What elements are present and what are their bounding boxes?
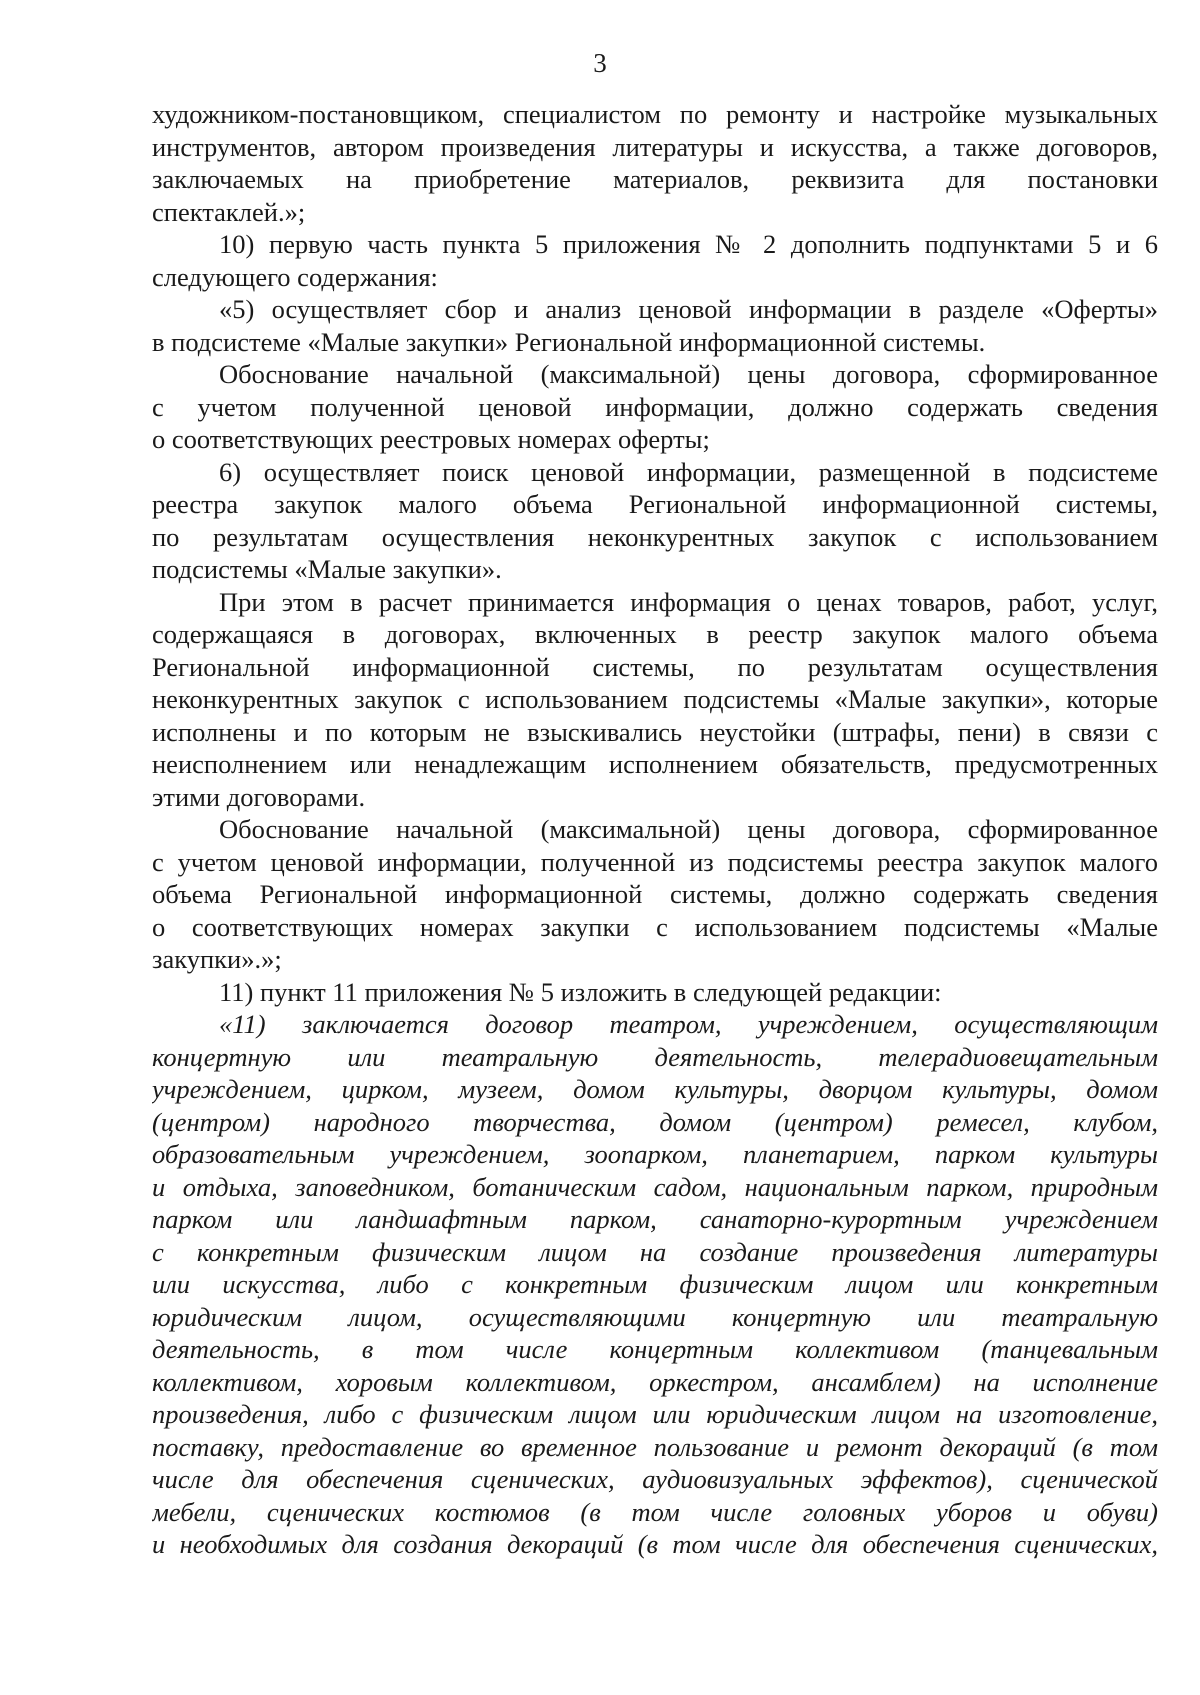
text-line: Обоснование начальной (максимальной) цены договора, сформированное — [219, 814, 1158, 844]
text-line: с конкретным физическим лицом на создание произведения литературы — [152, 1236, 1158, 1267]
text-line: поставку, предоставление во временное пользование и ремонт декораций (в том — [152, 1431, 1158, 1462]
text-line: реестра закупок малого объема Региональной информационной системы, — [152, 489, 1158, 519]
text-line: (центром) народного творчества, домом (центром) ремесел, клубом, — [152, 1106, 1158, 1137]
text-line: исполнены и по которым не взыскивались неустойки (штрафы, пени) в связи с — [152, 716, 1158, 747]
text-line: 11) пункт 11 приложения № 5 изложить в следующей редакции: — [219, 976, 942, 1007]
text-line: о соответствующих реестровых номерах оферты; — [152, 424, 710, 454]
text-line: о соответствующих номерах закупки с использованием подсистемы «Малые — [152, 911, 1158, 942]
text-line: с учетом ценовой информации, полученной из подсистемы реестра закупок малого — [152, 846, 1158, 877]
text-line: Региональной информационной системы, по результатам осуществления — [152, 651, 1158, 682]
text-line: образовательным учреждением, зоопарком, планетарием, парком культуры — [152, 1139, 1158, 1169]
text-line: «5) осуществляет сбор и анализ ценовой информации в разделе «Оферты» — [219, 294, 1158, 324]
text-line: спектаклей.»; — [152, 196, 306, 227]
text-line: коллективом, хоровым коллективом, оркестром, ансамблем) на исполнение — [152, 1366, 1158, 1397]
text-line: неисполнением или ненадлежащим исполнением обязательств, предусмотренных — [152, 749, 1158, 779]
text-line: мебели, сценических костюмов (в том числе головных уборов и обуви) — [152, 1496, 1158, 1527]
text-line: деятельность, в том числе концертным коллективом (танцевальным — [152, 1334, 1158, 1364]
text-line: с учетом полученной ценовой информации, должно содержать сведения — [152, 391, 1158, 422]
text-line: заключаемых на приобретение материалов, реквизита для постановки — [152, 164, 1158, 194]
page-number: 3 — [593, 48, 607, 78]
text-line: Обоснование начальной (максимальной) цены договора, сформированное — [219, 359, 1158, 389]
text-line: 10) первую часть пункта 5 приложения № 2 дополнить подпунктами 5 и 6 — [219, 229, 1158, 259]
text-line: При этом в расчет принимается информация о ценах товаров, работ, услуг, — [219, 586, 1158, 617]
text-line: следующего содержания: — [152, 261, 438, 292]
text-line: или искусства, либо с конкретным физическим лицом или конкретным — [152, 1269, 1158, 1299]
text-line: учреждением, цирком, музеем, домом культуры, дворцом культуры, домом — [152, 1074, 1158, 1104]
text-line: в подсистеме «Малые закупки» Региональной информационной системы. — [152, 326, 986, 357]
text-line: инструментов, автором произведения литературы и искусства, а также договоров, — [152, 131, 1158, 162]
text-line: закупки».»; — [152, 944, 282, 974]
text-line: по результатам осуществления неконкурентных закупок с использованием — [152, 521, 1158, 552]
text-line: 6) осуществляет поиск ценовой информации, размещенной в подсистеме — [219, 456, 1158, 487]
text-line: объема Региональной информационной системы, должно содержать сведения — [152, 879, 1158, 909]
text-line: содержащаяся в договорах, включенных в реестр закупок малого объема — [152, 619, 1158, 649]
text-line: юридическим лицом, осуществляющими концертную или театральную — [152, 1301, 1158, 1332]
text-line: «11) заключается договор театром, учреждением, осуществляющим — [219, 1009, 1158, 1039]
text-line: и необходимых для создания декораций (в том числе для обеспечения сценических, — [152, 1529, 1158, 1559]
text-line: концертную или театральную деятельность, телерадиовещательным — [152, 1041, 1158, 1072]
document-body — [152, 98, 1158, 1561]
text-line: парком или ландшафтным парком, санаторно-курортным учреждением — [152, 1204, 1158, 1234]
text-line: художником-постановщиком, специалистом по ремонту и настройке музыкальных — [152, 99, 1158, 129]
text-line: числе для обеспечения сценических, аудиовизуальных эффектов), сценической — [152, 1464, 1158, 1494]
text-line: подсистемы «Малые закупки». — [152, 554, 502, 584]
text-line: неконкурентных закупок с использованием подсистемы «Малые закупки», которые — [152, 684, 1158, 714]
text-line: и отдыха, заповедником, ботаническим садом, национальным парком, природным — [152, 1171, 1158, 1202]
text-line: этими договорами. — [152, 781, 366, 812]
text-line: произведения, либо с физическим лицом или юридическим лицом на изготовление, — [152, 1399, 1158, 1429]
